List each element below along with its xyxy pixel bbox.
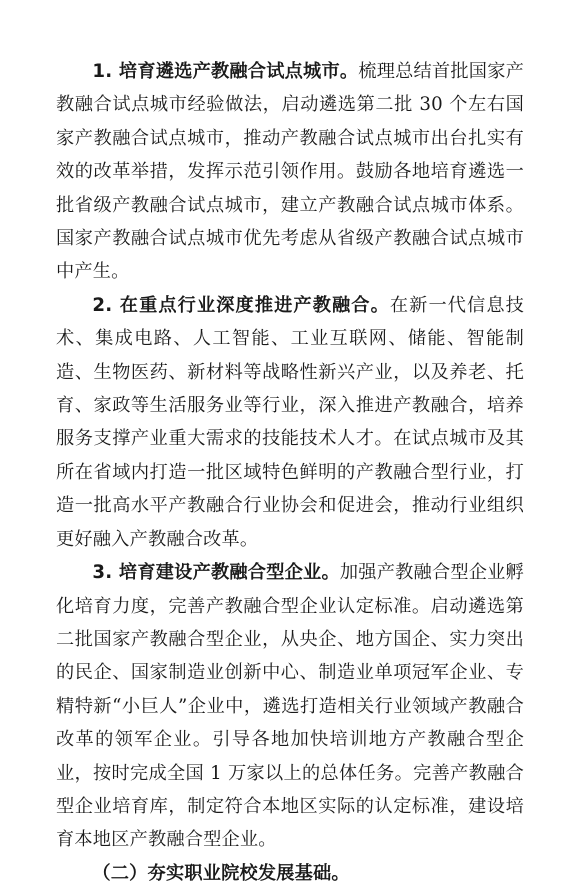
paragraph-1-body: 梳理总结首批国家产教融合试点城市经验做法，启动遴选第二批 30 个左右国家产教融合试点城市，推动产教融合试点城市出台扎实有效的改革举措，发挥示范引领作用。鼓励各地培育遴选一批省级产教融合试点城市，建立产教融合试点城市体系。国家产教融合试点城市优先考虑从省级产教融合试点城市中产生。 <box>56 61 524 283</box>
section-heading: （二）夯实职业院校发展基础。 <box>92 862 350 884</box>
paragraph-1 <box>56 55 524 289</box>
paragraph-2-lead: 2. 在重点行业深度推进产教融合。 <box>92 294 390 316</box>
paragraph-3-lead: 3. 培育建设产教融合型企业。 <box>92 562 340 584</box>
paragraph-1-lead: 1. 培育遴选产教融合试点城市。 <box>92 61 359 82</box>
paragraph-2-body: 在新一代信息技术、集成电路、人工智能、工业互联网、储能、智能制造、生物医药、新材料等战略性新兴产业，以及养老、托育、家政等生活服务业等行业，深入推进产教融合，培养服务支撑产业重大需求的技能技术人才。在试点城市及其所在省域内打造一批区域特色鲜明的产教融合型行业，打造一批高水平产教融合行业协会和促进会，推动行业组织更好融入产教融合改革。 <box>56 294 525 550</box>
paragraph-3-body: 加强产教融合型企业孵化培育力度，完善产教融合型企业认定标准。启动遴选第二批国家产教融合型企业，从央企、地方国企、实力突出的民企、国家制造业创新中心、制造业单项冠军企业、专精特新“小巨人”企业中，遴选打造相关行业领域产教融合改革的领军企业。引导各地加快培训地方产教融合型企业，按时完成全国 1 万家以上的总体任务。完善产教融合型企业培育库，制定符合本地区实际的认定标准，建设培育本地区产教融合型企业。 <box>56 562 524 851</box>
paragraph-2 <box>56 289 524 556</box>
paragraph-3 <box>56 556 524 857</box>
